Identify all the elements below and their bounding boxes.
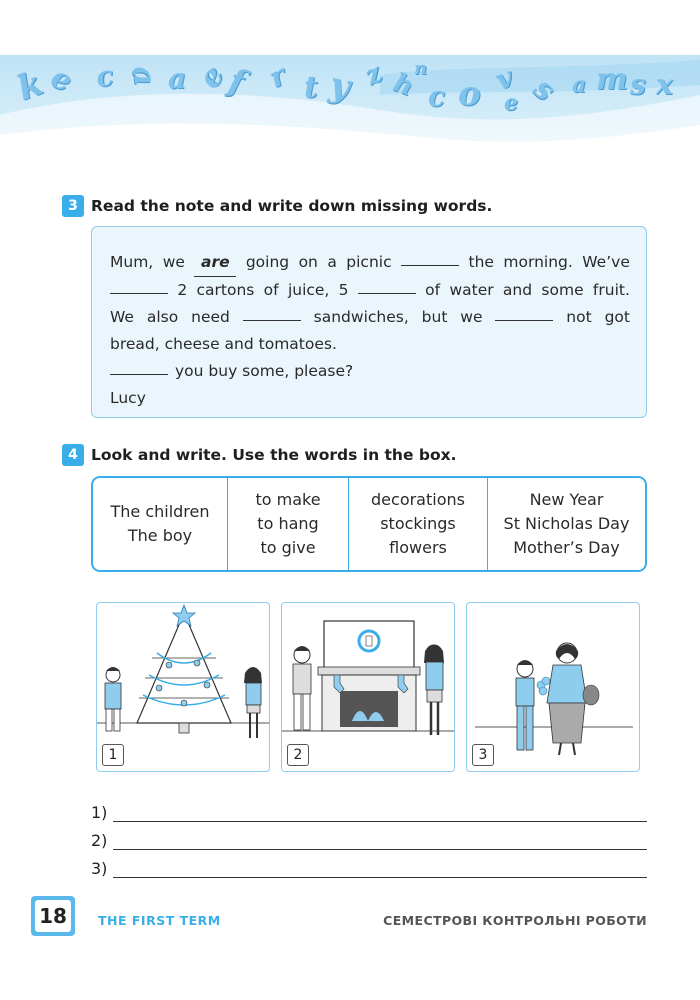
- letter: r: [263, 58, 292, 95]
- letter: v: [490, 60, 518, 97]
- footer-right-title: СЕМЕСТРОВІ КОНТРОЛЬНІ РОБОТИ: [383, 913, 647, 928]
- answer-input[interactable]: [113, 863, 647, 878]
- letter: f: [225, 60, 249, 102]
- blank-input[interactable]: [358, 277, 416, 294]
- letter: k: [11, 63, 48, 109]
- exercise-number: 3: [62, 195, 84, 217]
- letter: x: [656, 68, 673, 101]
- word-column-subjects: The children The boy: [93, 478, 228, 570]
- word-column-verbs: to make to hang to give: [228, 478, 349, 570]
- note-line-4: bread, cheese and tomatoes.: [110, 335, 337, 353]
- page-number-badge: [31, 896, 75, 936]
- note-line-1: Mum, we are going on a picnic the morning. We’ve: [110, 249, 630, 277]
- letter: a: [124, 62, 163, 89]
- letter: z: [359, 58, 388, 92]
- note-box: [91, 226, 647, 418]
- decorative-letters: [0, 58, 700, 128]
- letter: o: [458, 74, 481, 114]
- letter: t: [304, 70, 318, 105]
- note-line-2: 2 cartons of juice, 5 of water and some fruit.: [110, 277, 630, 304]
- picture-1-christmas-tree: [96, 602, 270, 772]
- picture-number: 2: [287, 744, 309, 766]
- exercise-3-heading: [62, 195, 492, 217]
- picture-number: 3: [472, 744, 494, 766]
- answer-line-1: [91, 803, 647, 822]
- blank-input[interactable]: [110, 277, 168, 294]
- example-answer: are: [194, 249, 236, 277]
- answer-line-3: [91, 859, 647, 878]
- answer-input[interactable]: [113, 807, 647, 822]
- picture-2-fireplace-stockings: [281, 602, 455, 772]
- word-box: [91, 476, 647, 572]
- letter: s: [526, 70, 563, 109]
- note-line-5: you buy some, please?: [110, 358, 630, 385]
- exercise-4-heading: [62, 444, 456, 466]
- letter: y: [326, 64, 354, 108]
- letter: s: [630, 68, 646, 101]
- letter: m: [596, 62, 628, 97]
- letter: a: [572, 72, 587, 98]
- blank-input[interactable]: [495, 304, 553, 321]
- blank-input[interactable]: [243, 304, 301, 321]
- page-number: 18: [35, 900, 71, 932]
- letter: n: [414, 58, 428, 79]
- letter: h: [389, 67, 418, 103]
- answer-label: 2): [91, 831, 108, 850]
- note-line-3: We also need sandwiches, but we not got: [110, 304, 630, 331]
- letter: a: [168, 62, 187, 95]
- blank-input[interactable]: [401, 249, 459, 266]
- letter: c: [428, 80, 446, 113]
- blank-input[interactable]: [110, 358, 168, 375]
- answer-label: 1): [91, 803, 108, 822]
- letter: e: [504, 90, 518, 116]
- exercise-number: 4: [62, 444, 84, 466]
- footer-left-title: THE FIRST TERM: [98, 913, 221, 928]
- letter: e: [191, 60, 232, 95]
- word-column-objects: decorations stockings flowers: [349, 478, 488, 570]
- word-column-occasions: New Year St Nicholas Day Mother’s Day: [503, 490, 630, 557]
- exercise-title: Read the note and write down missing words.: [91, 197, 493, 215]
- note-signature: Lucy: [110, 389, 146, 407]
- answer-label: 3): [91, 859, 108, 878]
- letter: c: [93, 58, 116, 95]
- picture-3-flowers-mother: [466, 602, 640, 772]
- answer-line-2: [91, 831, 647, 850]
- letter: e: [45, 59, 78, 100]
- exercise-title: Look and write. Use the words in the box.: [91, 446, 457, 464]
- picture-number: 1: [102, 744, 124, 766]
- answer-input[interactable]: [113, 835, 647, 850]
